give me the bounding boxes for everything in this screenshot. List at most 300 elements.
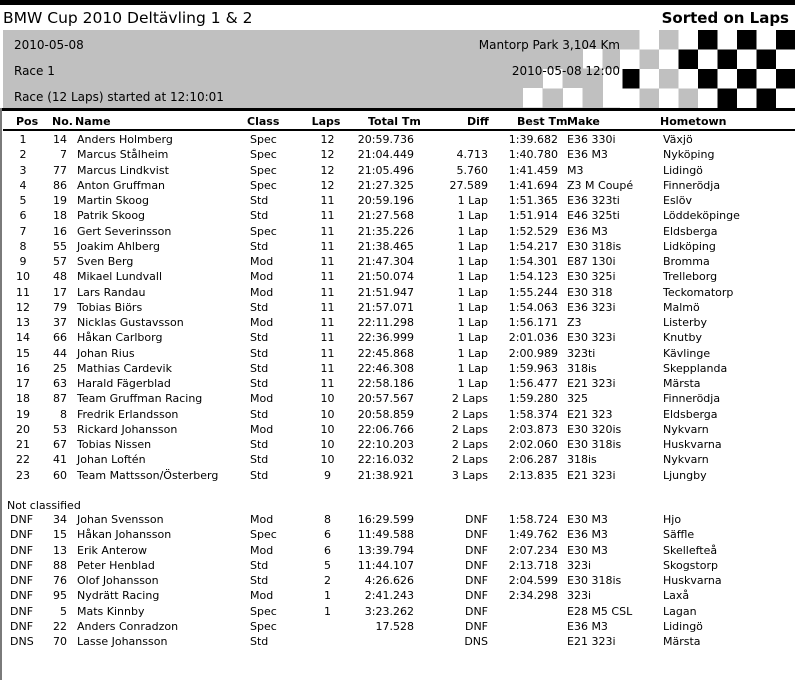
cell-diff: 1 Lap — [457, 300, 488, 314]
table-row — [0, 423, 795, 438]
cell-diff: 1 Lap — [457, 361, 488, 375]
cell-best: 1:52.529 — [508, 224, 558, 238]
cell-hometown: Nykvarn — [663, 453, 709, 467]
cell-no: 60 — [53, 468, 67, 482]
cell-diff: 1 Lap — [457, 377, 488, 390]
cell-class: Std — [250, 194, 269, 207]
cell-pos: 12 — [16, 300, 30, 314]
cell-no: 8 — [60, 407, 67, 421]
cell-make: E30 323i — [567, 331, 616, 345]
cell-pos: 20 — [16, 422, 30, 436]
cell-pos: 7 — [19, 224, 27, 238]
race-datetime: 2010-05-08 12:00 — [511, 64, 620, 78]
cell-best: 1:54.301 — [508, 255, 558, 268]
cell-class: Mod — [250, 589, 274, 603]
cell-make: E30 318is — [567, 574, 622, 587]
cell-laps: 11 — [320, 239, 335, 253]
cell-make: Z3 — [567, 316, 582, 329]
cell-pos: 15 — [16, 346, 30, 360]
cell-class: Spec — [250, 178, 277, 192]
cell-hometown: Växjö — [663, 133, 693, 146]
cell-laps: 12 — [320, 148, 335, 162]
cell-name: Patrik Skoog — [77, 209, 146, 223]
flag-square — [679, 30, 699, 50]
cell-best: 1:39.682 — [508, 133, 558, 146]
flag-square — [776, 30, 795, 50]
flag-square — [698, 50, 718, 70]
cell-hometown: Skogstorp — [663, 558, 718, 572]
cell-make: E21 323i — [567, 468, 616, 482]
cell-name: Tobias Biörs — [77, 300, 143, 314]
cell-class: Std — [250, 331, 269, 345]
race-date: 2010-05-08 — [14, 38, 84, 52]
cell-name: Olof Johansson — [77, 574, 159, 587]
cell-total: 16:29.599 — [357, 513, 414, 526]
flag-square — [679, 89, 699, 109]
cell-total: 21:27.325 — [357, 178, 414, 192]
cell-make: E21 323i — [567, 377, 616, 390]
cell-make: 318is — [567, 361, 597, 375]
cell-class: Std — [250, 239, 269, 253]
cell-diff: 1 Lap — [457, 255, 488, 268]
cell-pos: 6 — [19, 209, 27, 223]
cell-pos: 8 — [19, 239, 27, 253]
cell-make: E36 M3 — [567, 619, 608, 633]
cell-diff: 1 Lap — [457, 331, 488, 345]
cell-no: 34 — [53, 513, 67, 526]
cell-no: 19 — [53, 194, 67, 207]
table-row — [0, 408, 795, 423]
cell-name: Mikael Lundvall — [77, 270, 163, 284]
flag-square — [718, 69, 738, 89]
cell-no: 53 — [53, 422, 67, 436]
cell-no: 55 — [53, 239, 67, 253]
cell-total: 21:38.921 — [357, 468, 414, 482]
cell-class: Std — [250, 377, 269, 390]
cell-hometown: Finnerödja — [663, 392, 721, 406]
cell-best: 1:40.780 — [508, 148, 558, 162]
cell-best: 2:03.873 — [508, 422, 558, 436]
flag-square — [757, 69, 777, 89]
cell-diff: DNF — [464, 543, 488, 557]
flag-square — [679, 69, 699, 89]
cell-pos: 3 — [19, 163, 27, 177]
cell-name: Marcus Lindkvist — [77, 163, 169, 177]
cell-laps: 11 — [320, 300, 335, 314]
flag-square — [737, 69, 757, 89]
cell-class: Spec — [250, 148, 277, 162]
cell-name: Nydrätt Racing — [77, 589, 160, 603]
cell-hometown: Huskvarna — [663, 438, 722, 451]
cell-total: 11:49.588 — [357, 528, 414, 542]
cell-make: E28 M5 CSL — [567, 604, 633, 618]
flag-square — [679, 50, 699, 70]
cell-no: 87 — [53, 392, 67, 406]
flag-square — [620, 30, 640, 50]
cell-total: 22:10.203 — [357, 438, 414, 451]
flag-square — [757, 89, 777, 109]
table-row — [0, 255, 795, 270]
cell-total: 21:47.304 — [357, 255, 414, 268]
table-row — [0, 179, 795, 194]
cell-diff: 2 Laps — [451, 407, 488, 421]
table-row — [0, 392, 795, 407]
cell-make: E30 318is — [567, 239, 622, 253]
race-start-info: Race (12 Laps) started at 12:10:01 — [14, 90, 224, 104]
cell-class: Spec — [250, 163, 277, 177]
cell-name: Tobias Nissen — [77, 438, 152, 451]
cell-class: Std — [250, 558, 269, 572]
cell-pos: DNF — [10, 558, 34, 572]
cell-name: Nicklas Gustavsson — [77, 316, 184, 329]
cell-name: Håkan Carlborg — [77, 331, 163, 345]
col-header-make: Make — [567, 115, 600, 128]
cell-no: 67 — [53, 438, 67, 451]
cell-laps: 11 — [320, 270, 335, 284]
cell-no: 41 — [53, 453, 67, 467]
cell-make: E36 M3 — [567, 148, 608, 162]
cell-name: Johan Svensson — [77, 513, 164, 526]
cell-best: 2:34.298 — [508, 589, 558, 603]
cell-hometown: Listerby — [663, 316, 708, 329]
cell-name: Lars Randau — [77, 285, 146, 299]
cell-hometown: Säffle — [663, 528, 695, 542]
cell-no: 14 — [53, 133, 67, 146]
cell-class: Spec — [250, 604, 277, 618]
table-row — [0, 331, 795, 346]
table-row — [0, 469, 795, 484]
cell-laps: 10 — [320, 438, 335, 451]
flag-square — [737, 50, 757, 70]
divider — [0, 108, 795, 111]
cell-total: 13:39.794 — [357, 543, 414, 557]
cell-laps: 11 — [320, 361, 335, 375]
cell-diff: 27.589 — [449, 178, 488, 192]
flag-square — [737, 30, 757, 50]
cell-diff: 1 Lap — [457, 270, 488, 284]
cell-hometown: Nyköping — [663, 148, 715, 162]
cell-no: 18 — [53, 209, 67, 223]
cell-hometown: Löddeköpinge — [663, 209, 740, 223]
cell-diff: DNS — [464, 635, 488, 648]
cell-laps: 2 — [324, 574, 331, 587]
cell-no: 25 — [53, 361, 67, 375]
cell-total: 22:46.308 — [357, 361, 414, 375]
cell-hometown: Bromma — [663, 255, 710, 268]
cell-pos: DNF — [10, 528, 34, 542]
table-row — [0, 544, 795, 559]
cell-laps: 11 — [320, 316, 335, 329]
flag-square — [776, 50, 795, 70]
cell-name: Mats Kinnby — [77, 604, 145, 618]
cell-best: 1:56.171 — [508, 316, 558, 329]
cell-make: E30 318 — [567, 285, 613, 299]
cell-diff: 1 Lap — [457, 239, 488, 253]
cell-pos: 10 — [16, 270, 30, 284]
cell-diff: 2 Laps — [451, 453, 488, 467]
flag-square — [776, 89, 795, 109]
cell-total: 21:27.568 — [357, 209, 414, 223]
cell-total: 22:16.032 — [357, 453, 414, 467]
cell-diff: DNF — [464, 589, 488, 603]
flag-square — [718, 30, 738, 50]
table-row — [0, 453, 795, 468]
cell-no: 95 — [53, 589, 67, 603]
cell-name: Martin Skoog — [77, 194, 149, 207]
table-row — [0, 347, 795, 362]
table-row — [0, 270, 795, 285]
cell-diff: DNF — [464, 574, 488, 587]
cell-no: 86 — [53, 178, 67, 192]
cell-no: 48 — [53, 270, 67, 284]
cell-diff: DNF — [464, 604, 488, 618]
cell-name: Anton Gruffman — [77, 178, 166, 192]
cell-hometown: Kävlinge — [663, 346, 711, 360]
cell-laps: 11 — [320, 331, 335, 345]
cell-best: 1:51.914 — [508, 209, 558, 223]
cell-pos: 4 — [19, 178, 27, 192]
cell-total: 22:45.868 — [357, 346, 414, 360]
cell-class: Mod — [250, 422, 274, 436]
cell-diff: 1 Lap — [457, 346, 488, 360]
cell-make: Z3 M Coupé — [567, 178, 634, 192]
table-row — [0, 164, 795, 179]
table-row — [0, 513, 795, 528]
cell-total: 21:51.947 — [357, 285, 414, 299]
cell-make: E36 M3 — [567, 528, 608, 542]
cell-laps: 10 — [320, 453, 335, 467]
cell-no: 70 — [53, 635, 67, 648]
cell-no: 79 — [53, 300, 67, 314]
cell-hometown: Malmö — [663, 300, 700, 314]
cell-best: 1:49.762 — [508, 528, 558, 542]
cell-no: 17 — [53, 285, 67, 299]
cell-class: Spec — [250, 619, 277, 633]
title-row — [0, 5, 795, 29]
cell-name: Anders Holmberg — [77, 133, 173, 146]
cell-laps: 11 — [320, 255, 335, 268]
sort-label: Sorted on Laps — [661, 9, 789, 27]
cell-no: 77 — [53, 163, 67, 177]
cell-hometown: Laxå — [663, 589, 690, 603]
col-header-name: Name — [75, 115, 111, 128]
cell-total: 21:57.071 — [357, 300, 414, 314]
cell-class: Std — [250, 300, 269, 314]
cell-pos: 17 — [16, 377, 30, 390]
flag-square — [698, 30, 718, 50]
col-header-laps: Laps — [311, 115, 341, 128]
cell-hometown: Ljungby — [663, 468, 707, 482]
col-header-pos: Pos — [16, 115, 39, 128]
cell-diff: DNF — [464, 619, 488, 633]
cell-laps: 5 — [324, 558, 331, 572]
cell-laps: 1 — [324, 604, 331, 618]
race-info-panel — [3, 30, 795, 108]
cell-best: 1:51.365 — [508, 194, 558, 207]
cell-hometown: Märsta — [663, 635, 701, 648]
cell-no: 76 — [53, 574, 67, 587]
cell-best: 1:55.244 — [508, 285, 558, 299]
cell-total: 4:26.626 — [364, 574, 414, 587]
cell-hometown: Finnerödja — [663, 178, 721, 192]
cell-best: 2:02.060 — [508, 438, 558, 451]
cell-best: 2:13.835 — [508, 468, 558, 482]
cell-laps: 11 — [320, 194, 335, 207]
flag-square — [757, 30, 777, 50]
cell-diff: 1 Lap — [457, 209, 488, 223]
cell-make: 325 — [567, 392, 588, 406]
cell-hometown: Eldsberga — [663, 407, 718, 421]
table-row — [0, 301, 795, 316]
cell-pos: DNF — [10, 574, 34, 587]
cell-best: 1:41.459 — [508, 163, 558, 177]
cell-best: 1:59.963 — [508, 361, 558, 375]
cell-class: Std — [250, 361, 269, 375]
cell-best: 1:54.123 — [508, 270, 558, 284]
cell-class: Mod — [250, 316, 274, 329]
cell-class: Spec — [250, 224, 277, 238]
cell-class: Mod — [250, 392, 274, 406]
cell-class: Std — [250, 407, 269, 421]
table-row — [0, 438, 795, 453]
cell-hometown: Trelleborg — [663, 270, 718, 284]
flag-square — [640, 30, 660, 50]
col-header-total: Total Tm — [368, 115, 421, 128]
track-info: Mantorp Park 3,104 Km — [478, 38, 620, 52]
cell-pos: 19 — [16, 407, 30, 421]
table-row — [0, 133, 795, 148]
cell-total: 21:35.226 — [357, 224, 414, 238]
cell-best: 1:58.374 — [508, 407, 558, 421]
cell-total: 21:50.074 — [357, 270, 414, 284]
cell-total: 21:04.449 — [357, 148, 414, 162]
cell-no: 15 — [53, 528, 67, 542]
cell-total: 22:58.186 — [357, 377, 414, 390]
cell-total: 20:58.859 — [357, 407, 414, 421]
cell-name: Harald Fägerblad — [77, 377, 171, 390]
flag-square — [737, 89, 757, 109]
cell-total: 20:57.567 — [357, 392, 414, 406]
cell-make: M3 — [567, 163, 584, 177]
table-row — [0, 316, 795, 331]
cell-pos: DNF — [10, 543, 34, 557]
cell-name: Team Gruffman Racing — [77, 392, 203, 406]
cell-pos: 13 — [16, 316, 30, 329]
cell-name: Johan Loftén — [77, 453, 146, 467]
cell-name: Lasse Johansson — [77, 635, 168, 648]
cell-pos: 22 — [16, 453, 30, 467]
cell-make: E21 323i — [567, 635, 616, 648]
cell-no: 63 — [53, 377, 67, 390]
cell-hometown: Lagan — [663, 604, 697, 618]
cell-make: E87 130i — [567, 255, 616, 268]
cell-best: 1:58.724 — [508, 513, 558, 526]
cell-class: Mod — [250, 285, 274, 299]
cell-make: E36 330i — [567, 133, 616, 146]
flag-square — [620, 89, 640, 109]
cell-diff: 5.760 — [456, 163, 488, 177]
col-header-no: No. — [52, 115, 73, 128]
cell-laps: 9 — [324, 468, 331, 482]
cell-diff: DNF — [464, 513, 488, 526]
cell-total: 21:05.496 — [357, 163, 414, 177]
cell-pos: DNF — [10, 513, 34, 526]
cell-name: Mathias Cardevik — [77, 361, 172, 375]
cell-make: E30 318is — [567, 438, 622, 451]
cell-class: Mod — [250, 543, 274, 557]
cell-make: 323i — [567, 558, 592, 572]
cell-hometown: Huskvarna — [663, 574, 722, 587]
cell-class: Std — [250, 468, 269, 482]
table-row — [0, 286, 795, 301]
flag-square — [776, 69, 795, 89]
table-row — [0, 605, 795, 620]
flag-square — [718, 89, 738, 109]
cell-laps: 11 — [320, 346, 335, 360]
cell-laps: 12 — [320, 133, 335, 146]
cell-name: Rickard Johansson — [77, 422, 178, 436]
cell-pos: 1 — [19, 133, 27, 146]
cell-name: Marcus Stålheim — [77, 148, 169, 162]
col-header-best: Best Tm — [517, 115, 568, 128]
flag-square — [620, 50, 640, 70]
table-row — [0, 377, 795, 392]
cell-class: Mod — [250, 255, 274, 268]
cell-name: Sven Berg — [77, 255, 134, 268]
cell-pos: 2 — [19, 148, 27, 162]
flag-square — [698, 69, 718, 89]
cell-pos: 14 — [16, 331, 30, 345]
cell-class: Spec — [250, 528, 277, 542]
cell-best: 1:54.217 — [508, 239, 558, 253]
cell-total: 3:23.262 — [364, 604, 414, 618]
cell-diff: 1 Lap — [457, 285, 488, 299]
cell-hometown: Nykvarn — [663, 422, 709, 436]
cell-hometown: Lidköping — [663, 239, 716, 253]
cell-diff: 1 Lap — [457, 316, 488, 329]
cell-diff: DNF — [464, 528, 488, 542]
cell-class: Std — [250, 453, 269, 467]
cell-no: 44 — [53, 346, 67, 360]
cell-name: Johan Rius — [77, 346, 135, 360]
cell-total: 22:36.999 — [357, 331, 414, 345]
cell-make: 323i — [567, 589, 592, 603]
cell-name: Team Mattsson/Österberg — [77, 468, 219, 482]
flag-square — [659, 50, 679, 70]
cell-pos: 16 — [16, 361, 30, 375]
cell-no: 16 — [53, 224, 67, 238]
cell-hometown: Eslöv — [663, 194, 692, 207]
col-header-diff: Diff — [467, 115, 489, 128]
cell-make: 318is — [567, 453, 597, 467]
cell-hometown: Lidingö — [663, 619, 703, 633]
cell-class: Std — [250, 209, 269, 223]
table-row — [0, 240, 795, 255]
cell-best: 2:13.718 — [508, 558, 558, 572]
cell-pos: 11 — [16, 285, 30, 299]
cell-hometown: Hjo — [663, 513, 682, 526]
cell-laps: 1 — [324, 589, 331, 603]
cell-laps: 11 — [320, 224, 335, 238]
table-row — [0, 528, 795, 543]
cell-class: Std — [250, 438, 269, 451]
cell-diff: 3 Laps — [451, 468, 488, 482]
cell-best: 2:07.234 — [508, 543, 558, 557]
cell-laps: 6 — [324, 528, 331, 542]
cell-total: 11:44.107 — [357, 558, 414, 572]
table-row — [0, 635, 795, 650]
cell-pos: DNS — [10, 635, 34, 648]
